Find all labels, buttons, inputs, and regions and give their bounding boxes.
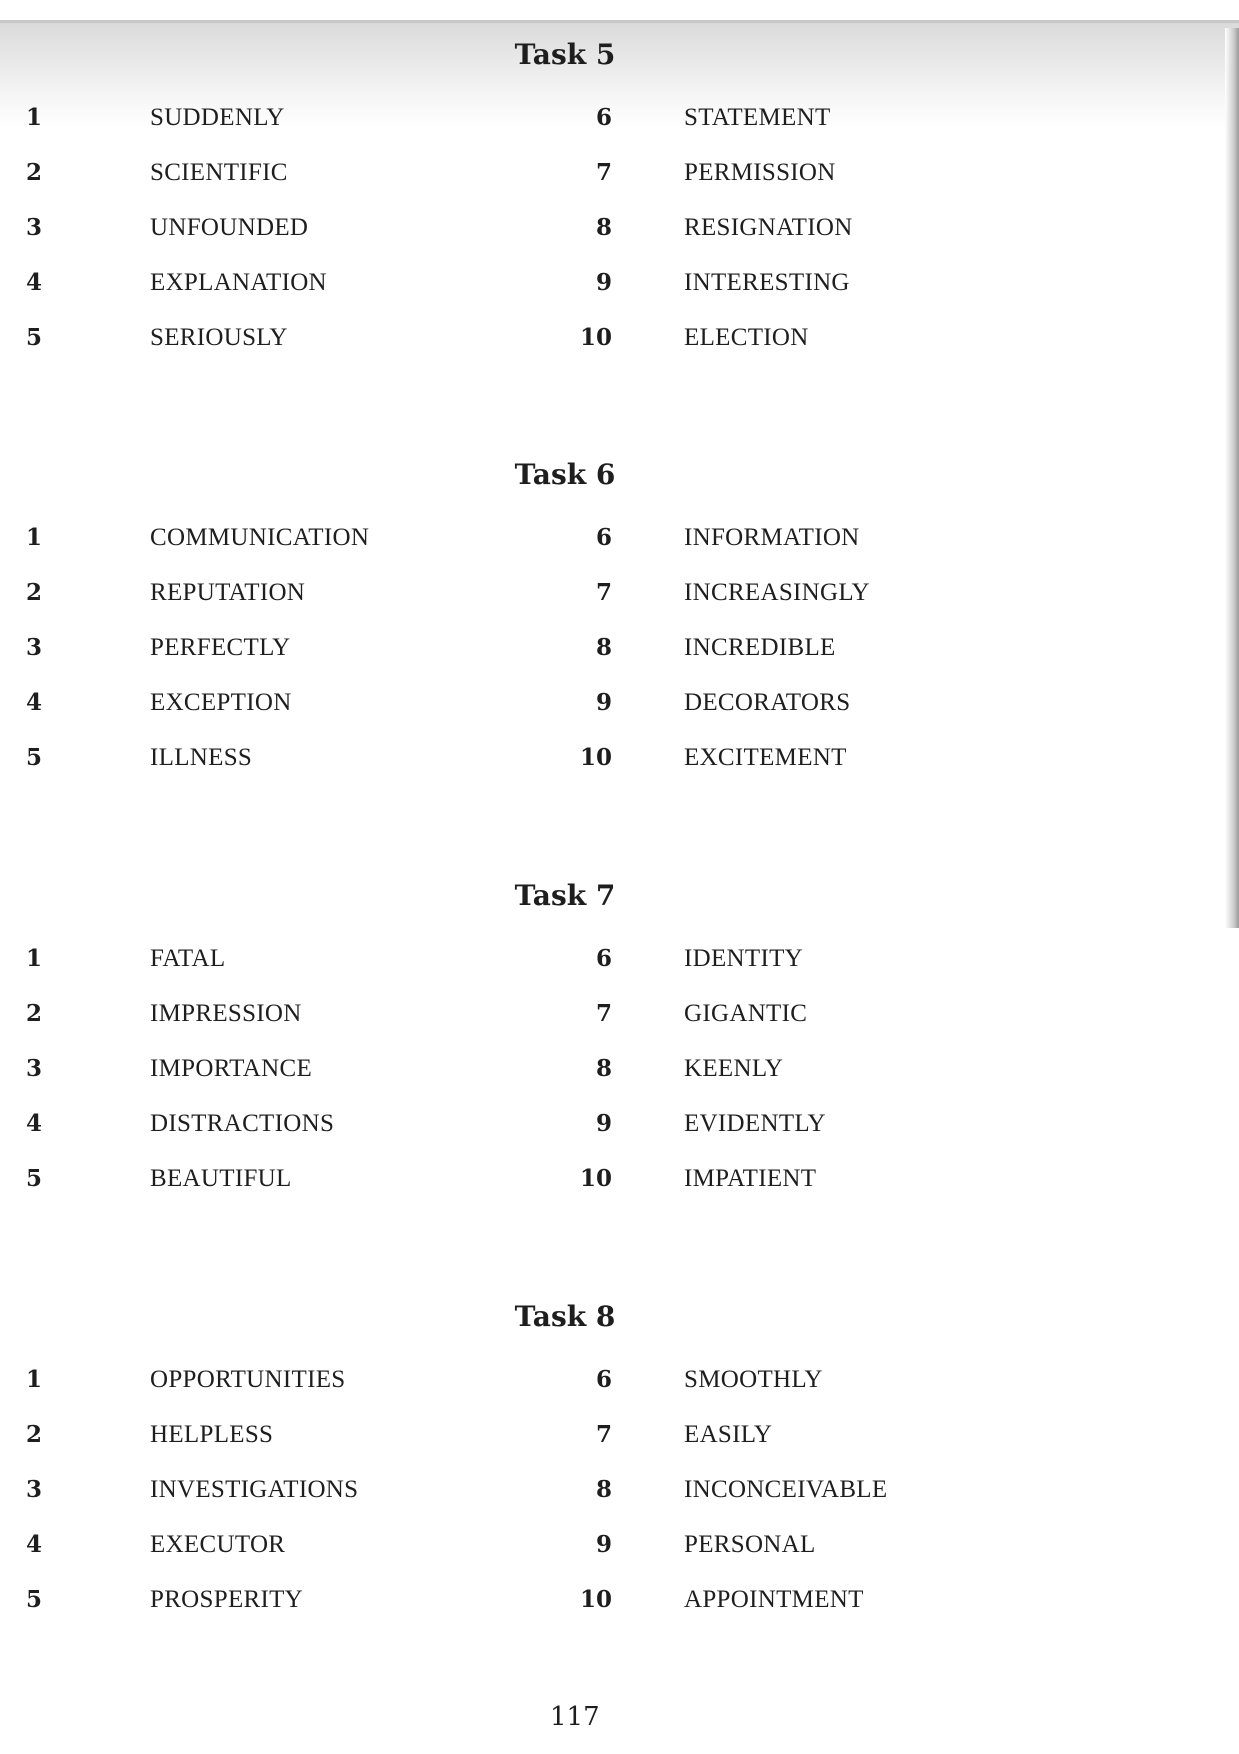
answer-word: INCONCEIVABLE <box>684 1476 888 1503</box>
answer-word: REPUTATION <box>150 579 306 606</box>
answer-row <box>0 159 1239 199</box>
answer-word: INCREASINGLY <box>684 579 870 606</box>
answer-word: EVIDENTLY <box>684 1110 826 1137</box>
answer-word: SUDDENLY <box>150 104 285 131</box>
answer-word: HELPLESS <box>150 1421 274 1448</box>
item-number: 8 <box>595 214 612 241</box>
answer-word: DECORATORS <box>684 689 851 716</box>
answer-word: IMPORTANCE <box>150 1055 313 1082</box>
task-title: Task 8 <box>514 1300 616 1333</box>
answer-row <box>0 1586 1239 1626</box>
item-number: 4 <box>26 1110 43 1137</box>
item-number: 1 <box>26 1366 43 1393</box>
answer-word: EXCEPTION <box>150 689 292 716</box>
answer-word: RESIGNATION <box>684 214 853 241</box>
answer-row <box>0 104 1239 144</box>
item-number: 8 <box>595 634 612 661</box>
answer-word: PERFECTLY <box>150 634 291 661</box>
item-number: 6 <box>595 945 612 972</box>
answer-row <box>0 1110 1239 1150</box>
answer-word: BEAUTIFUL <box>150 1165 292 1192</box>
answer-word: IMPATIENT <box>684 1165 817 1192</box>
item-number: 5 <box>26 744 43 771</box>
answer-word: EASILY <box>684 1421 773 1448</box>
answer-word: PERSONAL <box>684 1531 816 1558</box>
answer-word: FATAL <box>150 945 226 972</box>
answer-word: INFORMATION <box>684 524 860 551</box>
answer-word: SCIENTIFIC <box>150 159 288 186</box>
item-number: 10 <box>579 324 612 351</box>
answer-row <box>0 1000 1239 1040</box>
answer-row <box>0 579 1239 619</box>
answer-word: EXCITEMENT <box>684 744 847 771</box>
answer-word: SMOOTHLY <box>684 1366 823 1393</box>
answer-word: EXPLANATION <box>150 269 327 296</box>
answer-word: INTERESTING <box>684 269 850 296</box>
item-number: 5 <box>26 1586 43 1613</box>
item-number: 9 <box>595 689 612 716</box>
item-number: 7 <box>595 159 612 186</box>
item-number: 2 <box>26 1000 43 1027</box>
item-number: 9 <box>595 1531 612 1558</box>
answer-row <box>0 1055 1239 1095</box>
answer-row <box>0 269 1239 309</box>
answer-word: IMPRESSION <box>150 1000 302 1027</box>
answer-word: SERIOUSLY <box>150 324 288 351</box>
answer-word: ILLNESS <box>150 744 253 771</box>
item-number: 7 <box>595 1421 612 1448</box>
item-number: 6 <box>595 104 612 131</box>
item-number: 4 <box>26 269 43 296</box>
item-number: 2 <box>26 579 43 606</box>
item-number: 3 <box>26 214 43 241</box>
item-number: 6 <box>595 524 612 551</box>
answer-row <box>0 945 1239 985</box>
item-number: 2 <box>26 1421 43 1448</box>
item-number: 2 <box>26 159 43 186</box>
item-number: 8 <box>595 1055 612 1082</box>
task-title: Task 5 <box>514 38 616 71</box>
answer-row <box>0 1165 1239 1205</box>
answer-row <box>0 1366 1239 1406</box>
answer-word: ELECTION <box>684 324 809 351</box>
answer-row <box>0 1531 1239 1571</box>
page-number: 117 <box>550 1702 600 1732</box>
answer-word: DISTRACTIONS <box>150 1110 335 1137</box>
item-number: 7 <box>595 1000 612 1027</box>
answer-row <box>0 1421 1239 1461</box>
answer-row <box>0 744 1239 784</box>
item-number: 1 <box>26 945 43 972</box>
item-number: 10 <box>579 1586 612 1613</box>
task-title: Task 7 <box>514 879 616 912</box>
scan-edge-top <box>0 20 1239 23</box>
item-number: 10 <box>579 1165 612 1192</box>
item-number: 8 <box>595 1476 612 1503</box>
answer-word: KEENLY <box>684 1055 784 1082</box>
item-number: 5 <box>26 324 43 351</box>
answer-word: PROSPERITY <box>150 1586 304 1613</box>
answer-word: IDENTITY <box>684 945 804 972</box>
item-number: 4 <box>26 1531 43 1558</box>
item-number: 3 <box>26 1055 43 1082</box>
answer-word: COMMUNICATION <box>150 524 370 551</box>
answer-word: INVESTIGATIONS <box>150 1476 359 1503</box>
item-number: 3 <box>26 634 43 661</box>
answer-word: UNFOUNDED <box>150 214 309 241</box>
answer-row <box>0 324 1239 364</box>
answer-row <box>0 634 1239 674</box>
answer-word: PERMISSION <box>684 159 836 186</box>
item-number: 5 <box>26 1165 43 1192</box>
item-number: 9 <box>595 1110 612 1137</box>
answer-row <box>0 214 1239 254</box>
answer-word: INCREDIBLE <box>684 634 836 661</box>
answer-row <box>0 1476 1239 1516</box>
item-number: 7 <box>595 579 612 606</box>
answer-row <box>0 689 1239 729</box>
task-title: Task 6 <box>514 458 616 491</box>
answer-word: OPPORTUNITIES <box>150 1366 346 1393</box>
answer-word: EXECUTOR <box>150 1531 286 1558</box>
item-number: 10 <box>579 744 612 771</box>
item-number: 6 <box>595 1366 612 1393</box>
item-number: 3 <box>26 1476 43 1503</box>
item-number: 1 <box>26 104 43 131</box>
item-number: 1 <box>26 524 43 551</box>
item-number: 9 <box>595 269 612 296</box>
answer-word: APPOINTMENT <box>684 1586 864 1613</box>
answer-row <box>0 524 1239 564</box>
answer-word: GIGANTIC <box>684 1000 808 1027</box>
item-number: 4 <box>26 689 43 716</box>
answer-word: STATEMENT <box>684 104 831 131</box>
